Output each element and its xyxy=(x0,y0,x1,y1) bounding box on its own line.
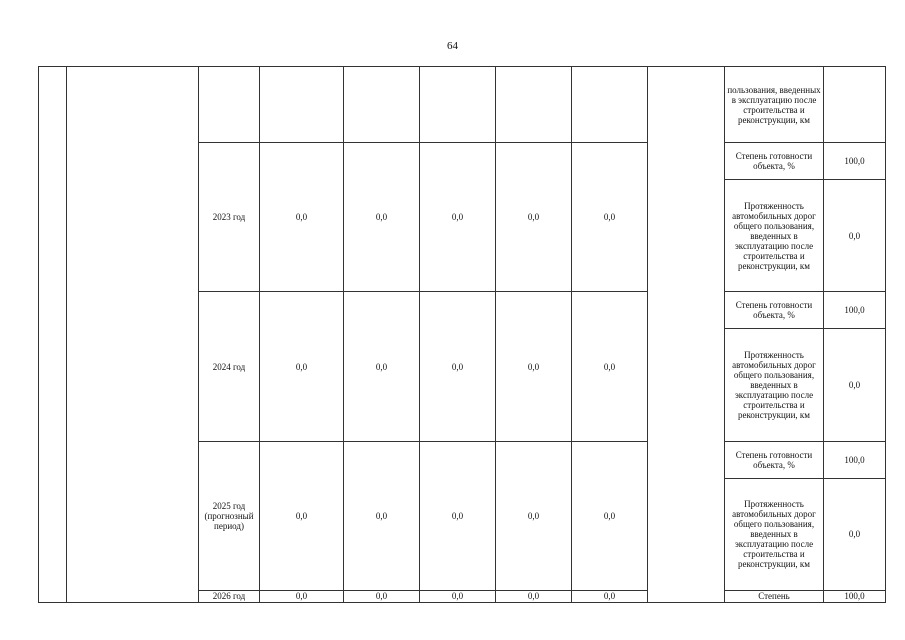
cell-indicator-value: 0,0 xyxy=(824,329,886,441)
cell-indicator-name: Степень готовности объекта, % xyxy=(725,143,824,180)
page-number: 64 xyxy=(447,40,458,52)
cell-year: 2026 год xyxy=(199,590,260,602)
cell-indicator-value xyxy=(824,67,886,143)
cell-value: 0,0 xyxy=(260,590,344,602)
cell-value: 0,0 xyxy=(344,292,420,441)
cell-value: 0,0 xyxy=(420,590,496,602)
cell-value: 0,0 xyxy=(496,143,572,292)
cell-indicator-name: Протяженность автомобильных дорог общего пользования, введенных в эксплуатацию после строительства и реконструкции, км xyxy=(725,180,824,292)
cell-value: 0,0 xyxy=(496,590,572,602)
cell-indicator-name: пользования, введенных в эксплуатацию после строительства и реконструкции, км xyxy=(725,67,824,143)
cell-indicator-value: 0,0 xyxy=(824,478,886,590)
cell-indicator-name: Степень готовности объекта, % xyxy=(725,441,824,478)
table-row-continuation xyxy=(39,67,886,143)
cell-value: 0,0 xyxy=(572,441,648,590)
cell-value: 0,0 xyxy=(260,292,344,441)
cell-indicator-name: Степень готовности объекта, % xyxy=(725,292,824,329)
cell-year: 2024 год xyxy=(199,292,260,441)
cell-value xyxy=(344,67,420,143)
cell-indicator-value: 100,0 xyxy=(824,143,886,180)
cell-year xyxy=(199,67,260,143)
cell-year: 2025 год (прогнозный период) xyxy=(199,441,260,590)
cell-indicator-value: 100,0 xyxy=(824,441,886,478)
cell-indicator-value: 100,0 xyxy=(824,590,886,602)
cell-indicator-value: 100,0 xyxy=(824,292,886,329)
cell-value: 0,0 xyxy=(420,292,496,441)
cell-value: 0,0 xyxy=(572,292,648,441)
cell-value: 0,0 xyxy=(496,441,572,590)
cell-indicator-value: 0,0 xyxy=(824,180,886,292)
cell-indicator-name: Протяженность автомобильных дорог общего пользования, введенных в эксплуатацию после строительства и реконструкции, км xyxy=(725,329,824,441)
cell-value: 0,0 xyxy=(572,143,648,292)
cell-value: 0,0 xyxy=(344,441,420,590)
cell-year: 2023 год xyxy=(199,143,260,292)
cell-value xyxy=(260,67,344,143)
cell-name xyxy=(67,67,199,603)
cell-value: 0,0 xyxy=(344,143,420,292)
cell-value xyxy=(420,67,496,143)
cell-value: 0,0 xyxy=(344,590,420,602)
cell-indicator-name: Степень xyxy=(725,590,824,602)
cell-number xyxy=(39,67,67,603)
cell-value xyxy=(496,67,572,143)
cell-value xyxy=(572,67,648,143)
cell-value: 0,0 xyxy=(260,441,344,590)
cell-value: 0,0 xyxy=(420,143,496,292)
cell-value: 0,0 xyxy=(496,292,572,441)
cell-value: 0,0 xyxy=(260,143,344,292)
indicators-table xyxy=(38,66,886,603)
cell-indicator-name: Протяженность автомобильных дорог общего пользования, введенных в эксплуатацию после строительства и реконструкции, км xyxy=(725,478,824,590)
cell-value: 0,0 xyxy=(572,590,648,602)
cell-executor xyxy=(648,67,725,603)
cell-value: 0,0 xyxy=(420,441,496,590)
